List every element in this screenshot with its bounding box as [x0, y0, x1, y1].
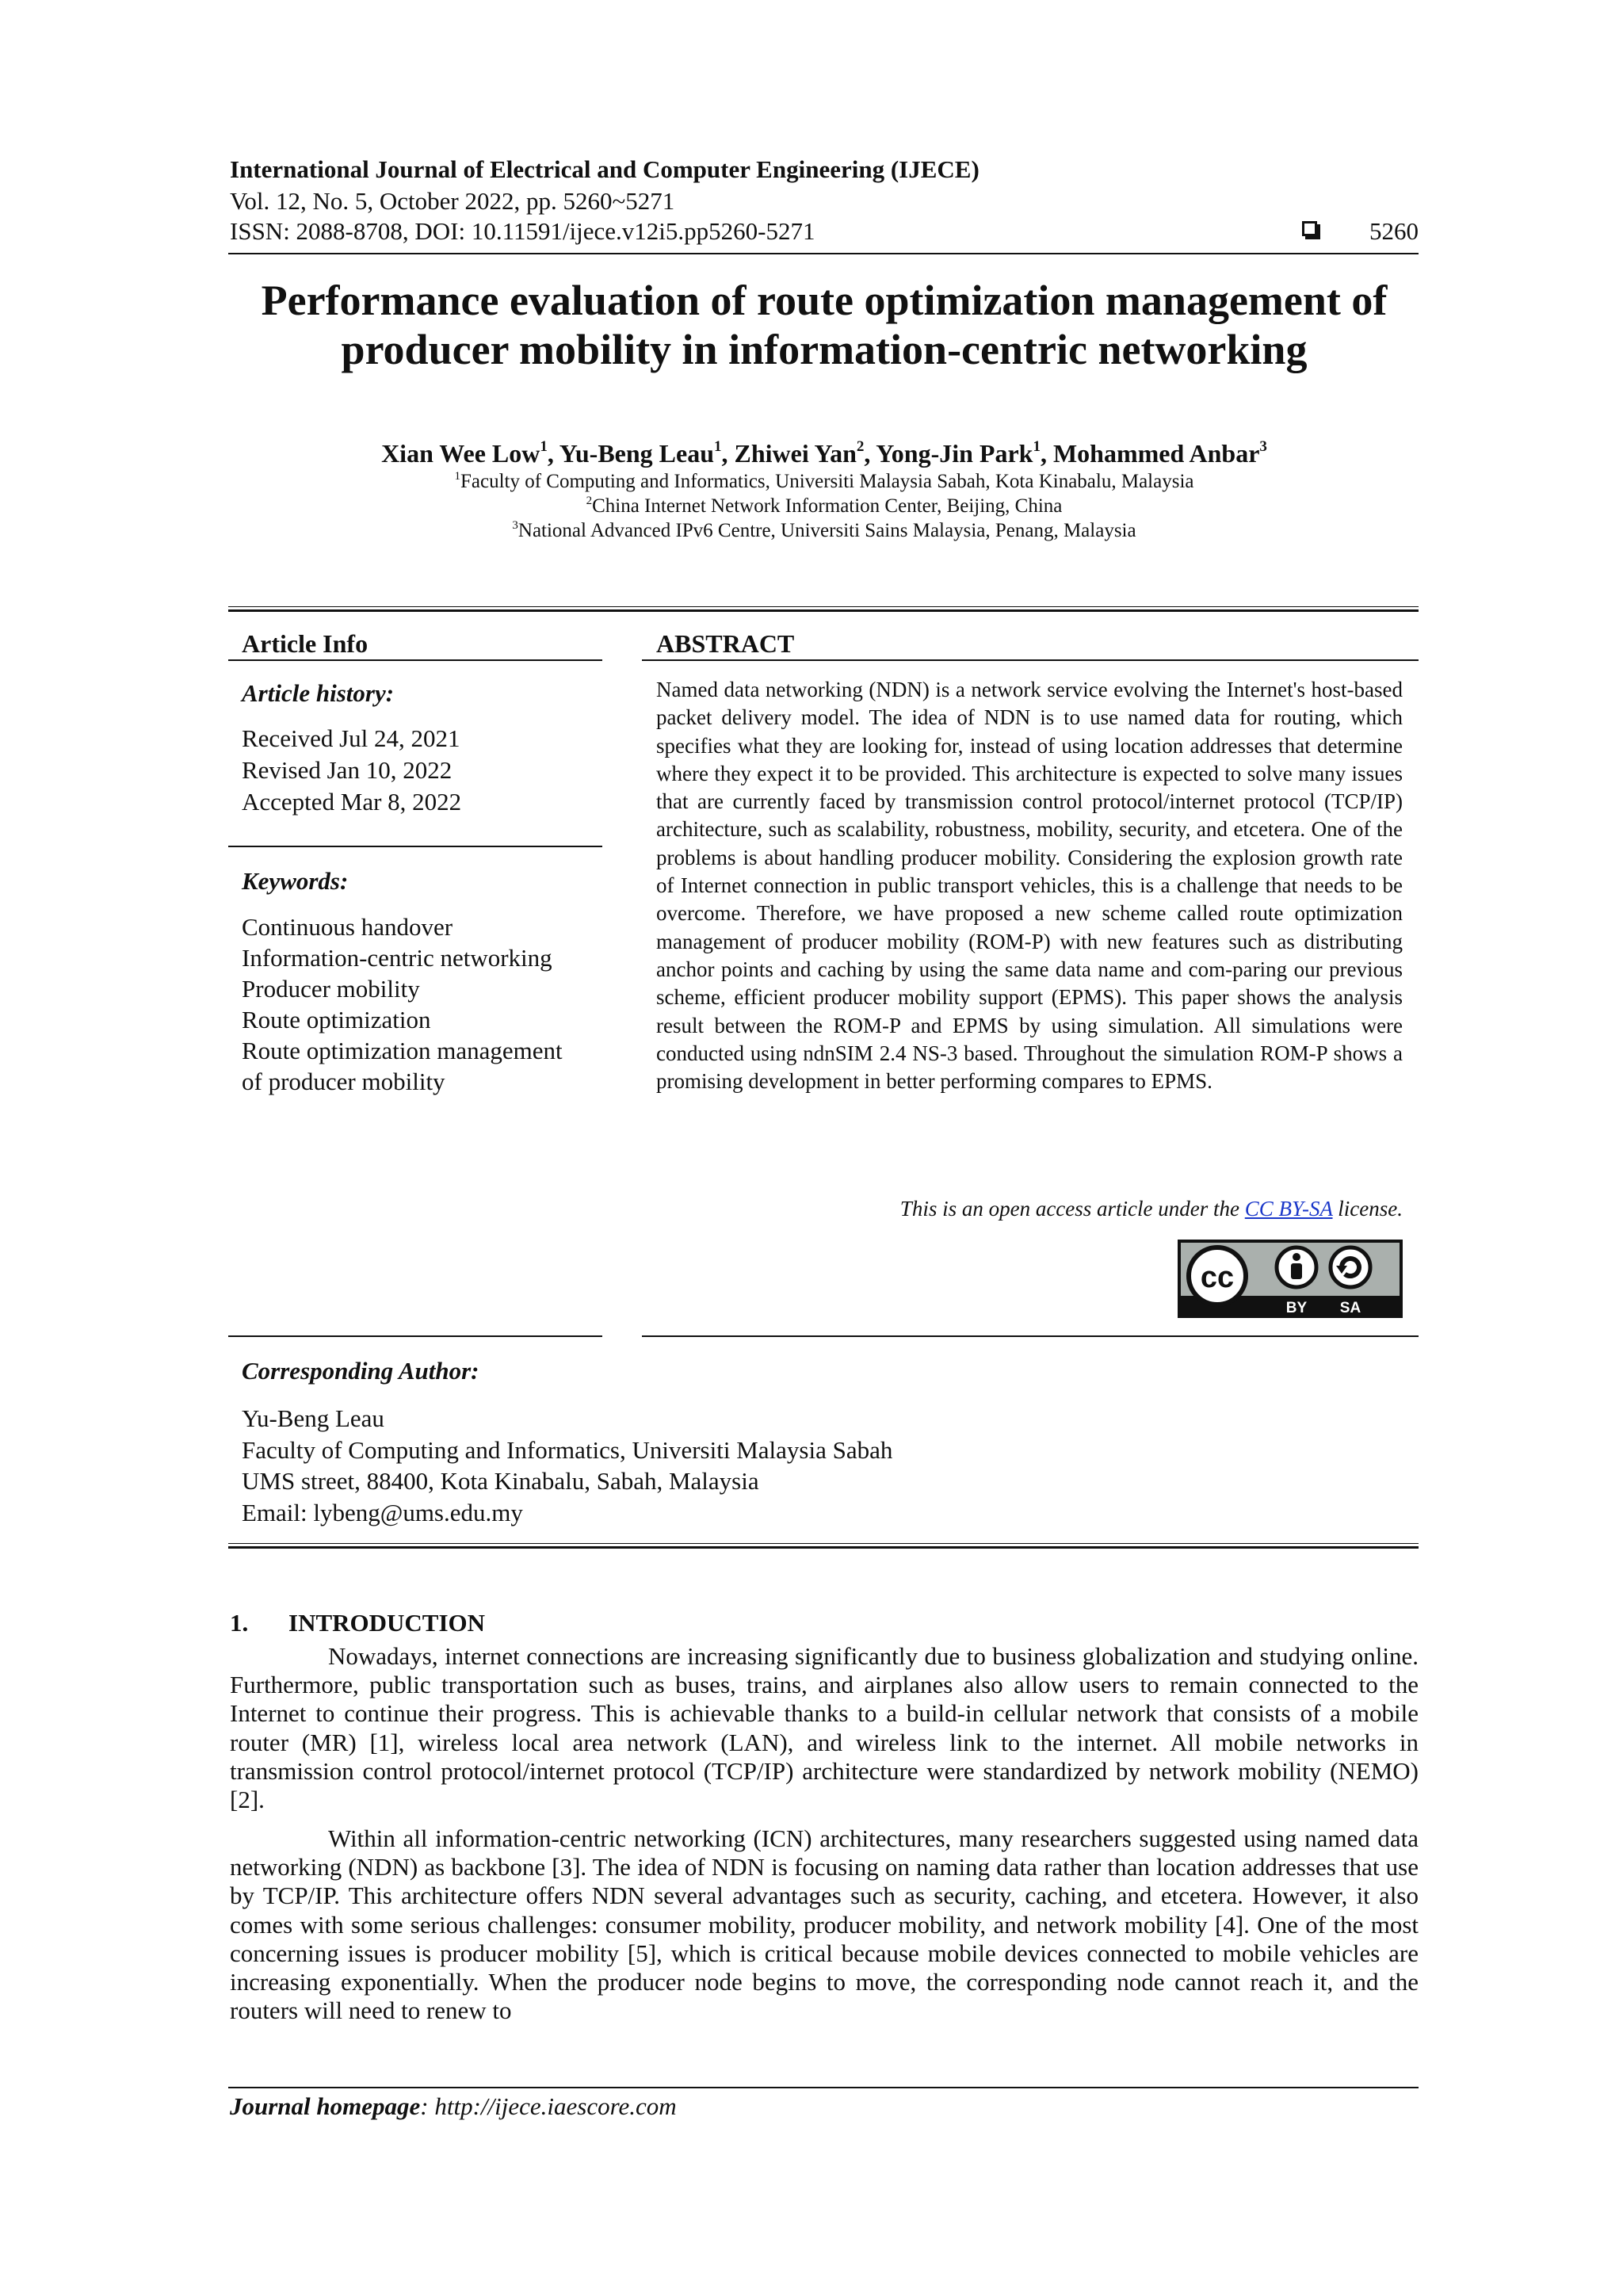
license-link[interactable]: CC BY-SA [1244, 1197, 1333, 1221]
open-access-notice [656, 1197, 1403, 1221]
author-affiliation-mark: 1 [1033, 438, 1041, 455]
abstract-body: Named data networking (NDN) is a network service evolving the Internet's host-based packet delivery model. The idea of NDN is to use named data for routing, which specifies what they are looking for, instead of using location addresses that determine where they expect it to be provided. This architecture is expected to solve many issues that are currently faced by transmission control protocol/internet protocol (TCP/IP) architecture, such as scalability, robustness, mobility, security, and etcetera. One of the problems is about handling producer mobility. Considering the explosion growth rate of Internet connection in public transport vehicles, this is a challenge that needs to be overcome. Therefore, we have proposed a new scheme called route optimization management of producer mobility (ROM-P) with new features such as distributing anchor points and caching by using the same data name and com-paring our previous scheme, efficient producer mobility support (EPMS). This paper shows the analysis result between the ROM-P and EPMS by using simulation. All simulations were conducted using ndnSIM 2.4 NS-3 based. Throughout the simulation ROM-P shows a promising development in better performing compares to EPMS. [656, 678, 1403, 1094]
author-affiliation-mark: 1 [540, 438, 548, 455]
abstract-heading: ABSTRACT [656, 629, 795, 658]
article-info-rule [228, 659, 602, 661]
section-number: 1. [230, 1609, 249, 1637]
corresponding-email: Email: lybeng@ums.edu.my [242, 1498, 523, 1526]
keyword: Route optimization [242, 1006, 431, 1033]
article-history [242, 723, 461, 818]
cc-by-sa-badge[interactable] [1178, 1240, 1403, 1318]
open-access-suffix: license. [1332, 1197, 1403, 1221]
affiliation-text: Faculty of Computing and Informatics, Universiti Malaysia Sabah, Kota Kinabalu, Malaysia [460, 471, 1194, 492]
keywords-list [242, 911, 563, 1097]
corresponding-author-details [242, 1403, 892, 1528]
abstract-rule [642, 659, 1419, 661]
footer-rule [228, 2087, 1419, 2088]
history-rule [228, 846, 602, 847]
received-date: Received Jul 24, 2021 [242, 724, 460, 752]
affiliation-number: 3 [512, 519, 518, 532]
author-affiliation-mark: 3 [1259, 438, 1267, 455]
author-name: Xian Wee Low [381, 439, 540, 468]
journal-homepage [230, 2092, 677, 2121]
corresponding-name: Yu-Beng Leau [242, 1404, 384, 1432]
keyword: Continuous handover [242, 913, 453, 941]
cc-label: cc [1200, 1261, 1235, 1294]
page-number: 5260 [1369, 217, 1419, 245]
author-name: Mohammed Anbar [1052, 439, 1260, 468]
header-rule [228, 253, 1419, 254]
keywords-rule [228, 1335, 602, 1337]
intro-paragraph-2: Within all information-centric networking (ICN) architectures, many researchers suggested using named data networking (NDN) as backbone [3]. The idea of NDN is focusing on naming data rather than location addresses that use by TCP/IP. This architecture offers NDN several advantages such as security, caching, and etcetera. However, it also comes with some serious challenges: consumer mobility, producer mobility, and network mobility [4]. One of the most concerning issues is producer mobility [5], which is critical because mobile devices connected to mobile vehicles are increasing exponentially. When the producer node begins to move, the corresponding node cannot reach it, and the routers will need to renew to [230, 1824, 1419, 2025]
affiliation-text: National Advanced IPv6 Centre, Universiti Sains Malaysia, Penang, Malaysia [517, 520, 1136, 541]
author-affiliation-mark: 1 [714, 438, 722, 455]
checkbox-icon [1302, 221, 1317, 236]
affiliation-number: 1 [454, 470, 460, 483]
open-access-prefix: This is an open access article under the [899, 1197, 1245, 1221]
volume-line: Vol. 12, No. 5, October 2022, pp. 5260~5271 [230, 187, 675, 215]
article-info-heading: Article Info [242, 629, 369, 658]
author-affiliation-mark: 2 [856, 438, 865, 455]
revised-date: Revised Jan 10, 2022 [242, 756, 453, 784]
title-line-2: producer mobility in information-centric networking [341, 326, 1308, 373]
affiliation-3 [190, 520, 1458, 542]
introduction-heading [230, 1609, 485, 1637]
affiliation-number: 2 [586, 495, 593, 507]
article-history-heading: Article history: [242, 679, 395, 707]
share-alike-icon [1331, 1247, 1370, 1287]
author-name: Yong-Jin Park [876, 439, 1033, 468]
keyword: Route optimization management [242, 1037, 563, 1064]
keyword: Information-centric networking [242, 944, 552, 972]
keyword: of producer mobility [242, 1068, 445, 1095]
author-list: Xian Wee Low$^1$, Yu-Beng Leau$^1$, Zhiwei Yan$^2$, Yong-Jin Park$^1$, Mohammed Anbar$^3$ [381, 438, 1267, 468]
keywords-heading: Keywords: [242, 867, 349, 895]
homepage-url[interactable]: : http://ijece.iaescore.com [420, 2092, 677, 2120]
abstract-bottom-rule [642, 1335, 1419, 1337]
intro-paragraph-1: Nowadays, internet connections are increasing significantly due to business globalization and studying online. Furthermore, public transportation such as buses, trains, and airplanes also allow users to remain connected to the Internet to continue their progress. This is achievable thanks to a build-in cellular network that consists of a mobile router (MR) [1], wireless local area network (LAN), and wireless link to the internet. All mobile networks in transmission control protocol/internet protocol (TCP/IP) architecture were standardized by network mobility (NEMO) [2]. [230, 1642, 1419, 1814]
title-line-1: Performance evaluation of route optimization management of [261, 277, 1388, 324]
info-frame-bottom-rule [228, 1543, 1419, 1549]
by-label: BY [1285, 1300, 1308, 1316]
accepted-date: Accepted Mar 8, 2022 [242, 788, 462, 816]
info-frame-top-rule [228, 606, 1419, 612]
corresponding-institution: Faculty of Computing and Informatics, Universiti Malaysia Sabah [242, 1435, 893, 1464]
section-title: INTRODUCTION [288, 1609, 486, 1637]
author-name: Zhiwei Yan [734, 439, 857, 468]
affiliation-2 [190, 495, 1458, 518]
homepage-label: Journal homepage [230, 2092, 421, 2120]
author-name: Yu-Beng Leau [559, 439, 714, 468]
corresponding-author-heading: Corresponding Author: [242, 1357, 479, 1385]
issn-doi-line: ISSN: 2088-8708, DOI: 10.11591/ijece.v12i5.pp5260-5271 [230, 217, 815, 245]
affiliation-1 [190, 471, 1458, 493]
corresponding-address: UMS street, 88400, Kota Kinabalu, Sabah, Malaysia [242, 1467, 759, 1495]
journal-name: International Journal of Electrical and Computer Engineering (IJECE) [230, 155, 980, 183]
keyword: Producer mobility [242, 975, 420, 1003]
paper-title [190, 276, 1458, 374]
affiliation-text: China Internet Network Information Center, Beijing, China [592, 495, 1063, 517]
sa-label: SA [1339, 1300, 1361, 1316]
